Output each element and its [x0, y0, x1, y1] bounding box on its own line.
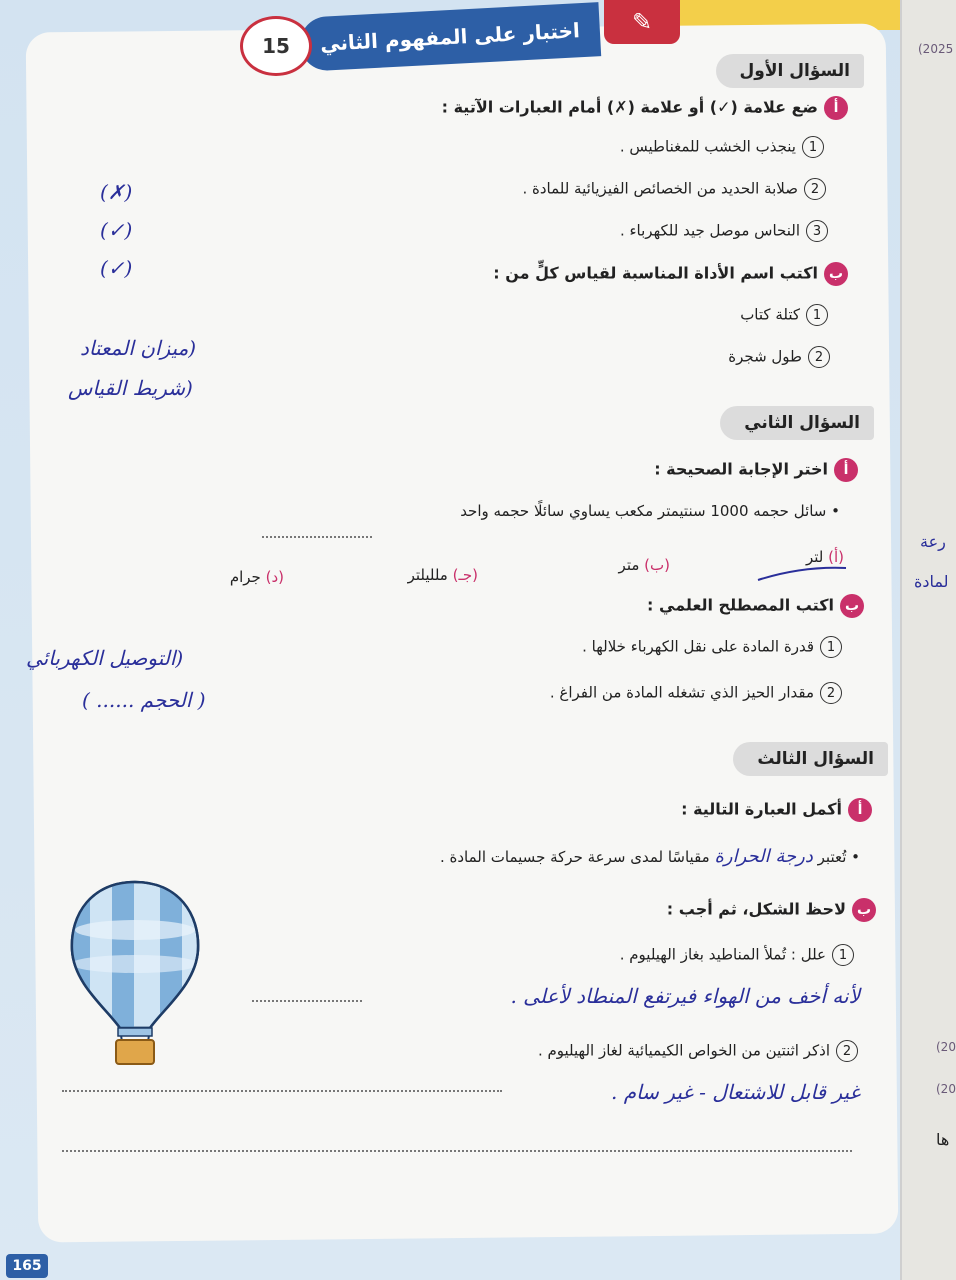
q3-a-statement [440, 846, 860, 867]
item-number: 1 [806, 304, 828, 326]
q3-b-item-2 [538, 1040, 858, 1062]
statement-start: • تُعتبر [817, 848, 860, 866]
q1-a-item-2 [522, 178, 826, 200]
gutter-fragment: ها [936, 1130, 950, 1149]
gutter-fragment: رعة [920, 532, 946, 551]
gutter-fragment: (20 [936, 1040, 956, 1054]
q3-b-text: لاحظ الشكل، ثم أجب : [666, 899, 846, 919]
choice-text: ملليلتر [407, 566, 448, 584]
gutter-fragment: (20 [936, 1082, 956, 1096]
answer-mark: (✓) [100, 256, 133, 280]
quiz-number-text: 15 [262, 34, 290, 58]
section-title-q1: السؤال الأول [716, 54, 864, 88]
item-number: 2 [804, 178, 826, 200]
q2-a-statement: • سائل حجمه 1000 سنتيمتر مكعب يساوي سائلًا حجمه واحد [460, 502, 840, 520]
statement-end: مقياسًا لمدى سرعة حركة جسيمات المادة . [439, 848, 710, 866]
item-number: 2 [820, 682, 842, 704]
q3-a-instruction [681, 798, 872, 822]
handwritten-answer: درجة الحرارة [714, 846, 813, 867]
q3-a-text: أكمل العبارة التالية : [681, 799, 842, 819]
handwritten-answer: (التوصيل الكهربائي [26, 646, 184, 670]
item-number: 1 [832, 944, 854, 966]
marker-b: ب [852, 898, 876, 922]
answer-blank [262, 536, 372, 538]
choice-c [408, 566, 478, 584]
underline-mark [756, 562, 848, 584]
choice-text: لتر [805, 548, 824, 566]
marker-b: ب [824, 262, 848, 286]
item-number: 3 [806, 220, 828, 242]
q1-a-item-3 [620, 220, 828, 242]
choice-b [619, 556, 670, 574]
choice-text: جرام [229, 568, 261, 586]
item-text: طول شجرة [728, 347, 802, 366]
item-text: كتلة كتاب [740, 305, 800, 324]
answer-line [62, 1090, 502, 1092]
q3-b-instruction [667, 898, 876, 922]
item-text: ينجذب الخشب للمغناطيس . [619, 137, 796, 156]
q1-b-item-2 [728, 346, 830, 368]
hot-air-balloon-image [68, 880, 202, 1066]
answer-mark: (✗) [100, 180, 133, 204]
choice-letter: (د) [265, 568, 284, 586]
q2-a-text: اختر الإجابة الصحيحة : [654, 459, 828, 479]
item-number: 1 [802, 136, 824, 158]
q2-b-item-1 [582, 636, 842, 658]
page-number: 165 [6, 1254, 48, 1278]
q2-b-instruction [647, 594, 864, 618]
q2-a-instruction [654, 458, 858, 482]
q3-b-item-1 [620, 944, 854, 966]
item-number: 2 [836, 1040, 858, 1062]
choice-d [230, 568, 284, 586]
section-title-q3: السؤال الثالث [733, 742, 888, 776]
q2-b-item-2 [550, 682, 842, 704]
q1-b-item-1 [740, 304, 828, 326]
q1-a-instruction [442, 96, 848, 120]
choice-letter: (ب) [644, 556, 670, 574]
choice-letter: (جـ) [452, 566, 478, 584]
marker-b: ب [840, 594, 864, 618]
q1-b-text: اكتب اسم الأداة المناسبة لقياس كلٍّ من : [493, 263, 818, 283]
marker-a: أ [848, 798, 872, 822]
item-number: 1 [820, 636, 842, 658]
item-text: قدرة المادة على نقل الكهرباء خلالها . [582, 637, 814, 656]
q1-b-instruction [493, 262, 848, 286]
answer-line [252, 1000, 362, 1002]
item-number: 2 [808, 346, 830, 368]
gutter-fragment: لمادة [914, 572, 949, 591]
choice-text: متر [618, 556, 640, 574]
page-title: اختبار على المفهوم الثاني [319, 18, 581, 56]
choice-letter: (أ) [828, 548, 844, 566]
handwritten-answer: غير قابل للاشتعال - غير سام . [610, 1080, 860, 1104]
item-text: علل : تُملأ المناطيد بغاز الهيليوم . [619, 945, 826, 964]
answer-line [62, 1150, 852, 1152]
quiz-number [240, 16, 312, 76]
answer-mark: (✓) [100, 218, 133, 242]
item-text: اذكر اثنتين من الخواص الكيميائية لغاز الهيليوم . [537, 1041, 830, 1060]
section-title-q2: السؤال الثاني [720, 406, 874, 440]
item-text: مقدار الحيز الذي تشغله المادة من الفراغ . [549, 683, 814, 702]
handwritten-answer: (ميزان المعتاد [80, 336, 197, 360]
handwritten-answer: لأنه أخف من الهواء فيرتفع المنطاد لأعلى . [510, 984, 860, 1008]
marker-a: أ [834, 458, 858, 482]
handwritten-answer: (شريط القياس [68, 376, 193, 400]
item-text: صلابة الحديد من الخصائص الفيزيائية للمادة . [522, 179, 798, 198]
quiz-icon: ✎ [604, 0, 680, 44]
gutter-year: (2025 [918, 42, 954, 56]
marker-a: أ [824, 96, 848, 120]
item-text: النحاس موصل جيد للكهرباء . [619, 221, 800, 240]
q1-a-item-1 [620, 136, 824, 158]
q2-b-text: اكتب المصطلح العلمي : [647, 595, 834, 615]
handwritten-answer: ( الحجم ...... ) [82, 688, 206, 712]
q1-a-text: ضع علامة (✓) أو علامة (✗) أمام العبارات الآتية : [441, 97, 818, 117]
